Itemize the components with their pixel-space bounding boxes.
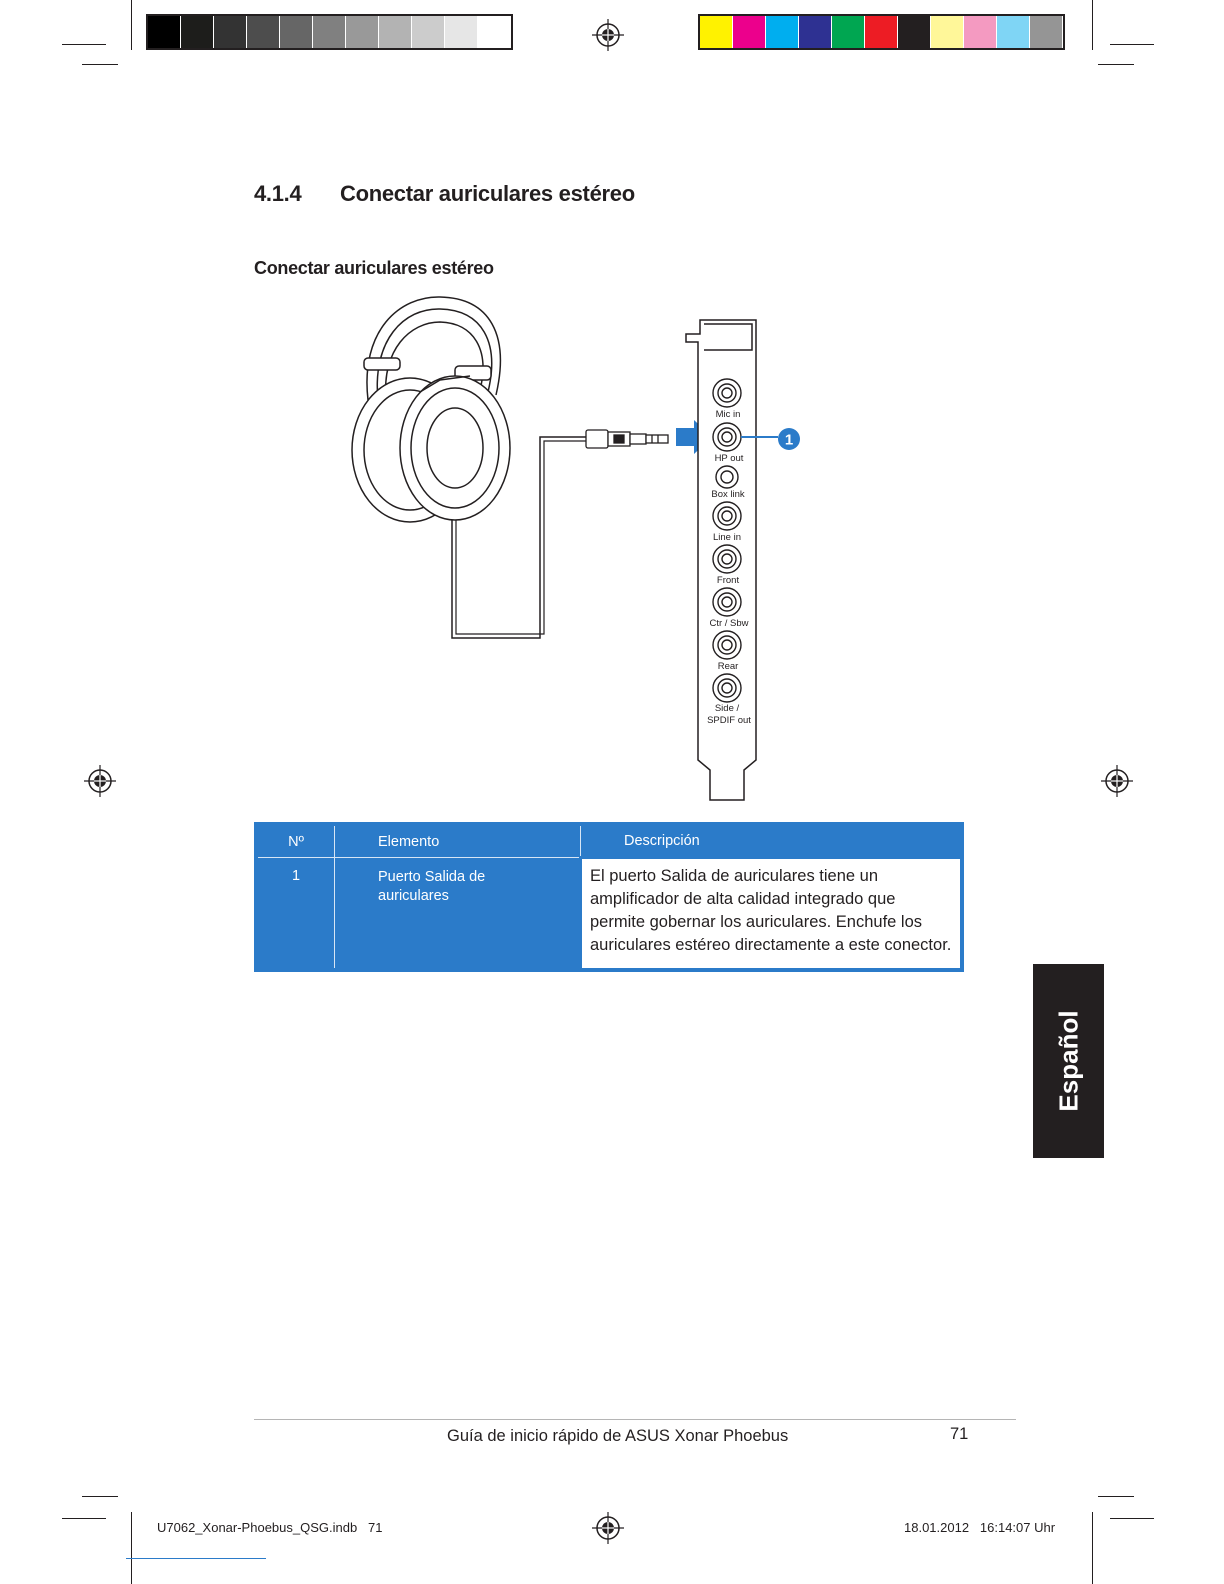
- footer-divider: [254, 1419, 1016, 1420]
- color-swatch: [445, 16, 478, 48]
- row-element: Puerto Salida de auriculares: [335, 858, 581, 971]
- callout-number: 1: [784, 431, 794, 449]
- color-swatch: [832, 16, 865, 48]
- port-label-line-in: Line in: [713, 532, 741, 543]
- port-label-rear: Rear: [717, 661, 739, 672]
- table-header-row: [256, 824, 962, 858]
- port-label-side: Side /: [714, 703, 740, 714]
- port-label-ctr-sbw: Ctr / Sbw: [709, 618, 749, 629]
- registration-mark-icon: [592, 19, 624, 51]
- color-swatch: [181, 16, 214, 48]
- color-swatch: [931, 16, 964, 48]
- port-label-front: Front: [716, 575, 740, 586]
- language-tab: [1033, 964, 1104, 1158]
- footer-title: Guía de inicio rápido de ASUS Xonar Phoebus: [447, 1427, 789, 1445]
- process-color-bar: [698, 14, 1065, 50]
- color-swatch: [214, 16, 247, 48]
- port-description-table: [254, 822, 964, 972]
- color-swatch: [346, 16, 379, 48]
- table-row: [256, 858, 962, 971]
- color-swatch: [865, 16, 898, 48]
- color-swatch: [997, 16, 1030, 48]
- port-label-hp-out: HP out: [714, 453, 744, 464]
- color-swatch: [898, 16, 931, 48]
- registration-mark-icon: [1101, 765, 1133, 797]
- port-label-spdif-out: SPDIF out: [707, 715, 751, 726]
- color-swatch: [247, 16, 280, 48]
- port-label-box-link: Box link: [711, 489, 745, 500]
- color-swatch: [733, 16, 766, 48]
- page-number: 71: [950, 1425, 969, 1443]
- stereo-plug-icon: [586, 430, 668, 448]
- slug-filename: U7062_Xonar-Phoebus_QSG.indb 71: [157, 1520, 383, 1535]
- color-swatch: [379, 16, 412, 48]
- registration-mark-icon: [84, 765, 116, 797]
- row-description: El puerto Salida de auriculares tiene un amplificador de alta calidad integrado que permite gobernar los auriculares. Enchufe los auriculares estéreo directamente a este conector.: [581, 858, 963, 971]
- slug-timestamp: 18.01.2012 16:14:07 Uhr: [904, 1520, 1056, 1535]
- color-swatch: [700, 16, 733, 48]
- section-title: Conectar auriculares estéreo: [340, 181, 635, 206]
- color-swatch: [478, 16, 511, 48]
- headphones-icon: [352, 297, 510, 522]
- color-swatch: [148, 16, 181, 48]
- color-swatch: [799, 16, 832, 48]
- color-swatch: [313, 16, 346, 48]
- headphone-connection-diagram: [340, 290, 820, 810]
- registration-mark-icon: [592, 1512, 624, 1544]
- column-header-description: Descripción: [581, 824, 963, 858]
- row-number: 1: [291, 868, 301, 884]
- color-swatch: [412, 16, 445, 48]
- color-swatch: [280, 16, 313, 48]
- color-swatch: [766, 16, 799, 48]
- port-label-mic-in: Mic in: [715, 409, 741, 420]
- subsection-heading: Conectar auriculares estéreo: [254, 258, 494, 278]
- color-swatch: [1030, 16, 1063, 48]
- language-tab-label: Español: [1053, 1010, 1083, 1112]
- column-header-number: Nº: [256, 824, 335, 858]
- section-number: 4.1.4: [254, 181, 302, 206]
- color-swatch: [964, 16, 997, 48]
- column-header-element: Elemento: [335, 824, 581, 858]
- grayscale-color-bar: [146, 14, 513, 50]
- section-heading: [254, 181, 635, 207]
